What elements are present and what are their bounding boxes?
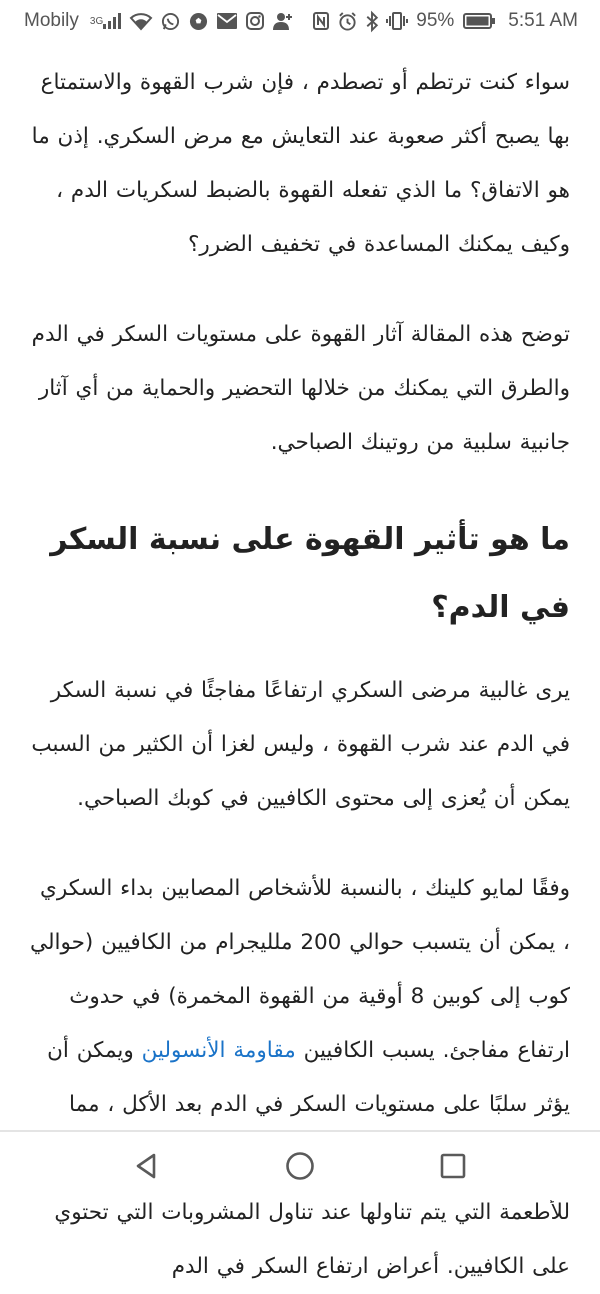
- home-icon: [284, 1150, 316, 1182]
- back-button[interactable]: [117, 1136, 177, 1196]
- soccer-icon: [189, 12, 208, 31]
- article-paragraph: توضح هذه المقالة آثار القهوة على مستويات السكر في الدم والطرق التي يمكنك من خلالها التحضير والحماية من أي آثار جانبية سلبية من روتينك الصباحي.: [31, 322, 570, 455]
- battery-percent: 95%: [416, 10, 455, 31]
- article-heading: ما هو تأثير القهوة على نسبة السكر في الدم؟: [50, 522, 570, 625]
- paragraph-text-before-link: وفقًا لمايو كلينك ، بالنسبة للأشخاص المصابين بداء السكري ، يمكن أن يتسبب حوالي 200 ملليجرام من الكافيين (حوالي كوب إلى كوبين 8 أوقية من القهوة المخمرة) في حدوث ارتفاع مفاجئ. يسبب الكافيين: [30, 876, 570, 1063]
- back-icon: [132, 1151, 162, 1181]
- bluetooth-icon: [366, 12, 378, 31]
- paragraph-text-after-link: ويمكن أن يؤثر سلبًا على مستويات السكر في الدم بعد الأكل ، مما للأطعمة التي يتم تناولها عند تناول المشروبات التي تحتوي على الكافيين. أعراض ارتفاع السكر في الدم: [47, 1038, 570, 1279]
- insulin-resistance-link[interactable]: مقاومة الأنسولين: [141, 1038, 296, 1063]
- network-type: 3G: [89, 15, 104, 27]
- article-content: [0, 56, 600, 1279]
- wifi-icon: [130, 13, 152, 30]
- article-paragraph: يرى غالبية مرضى السكري ارتفاعًا مفاجئًا في نسبة السكر في الدم عند شرب القهوة ، وليس لغزا أن الكثير من السبب يمكن أن يُعزى إلى محتوى الكافيين في كوبك الصباحي.: [31, 678, 570, 811]
- whatsapp-icon: [161, 12, 180, 31]
- status-bar-right: [313, 10, 578, 32]
- carrier-name: Mobily: [24, 10, 79, 31]
- article-paragraph-with-link: [30, 862, 570, 1294]
- vibrate-icon: [387, 12, 407, 30]
- add-person-icon: [273, 12, 293, 30]
- status-bar-left: [24, 10, 293, 32]
- alarm-icon: [338, 12, 357, 31]
- status-bar: [0, 0, 600, 42]
- instagram-icon: [246, 12, 264, 30]
- home-button[interactable]: [270, 1136, 330, 1196]
- navigation-bar: [0, 1132, 600, 1200]
- recents-button[interactable]: [423, 1136, 483, 1196]
- article-paragraph: سواء كنت ترتطم أو تصطدم ، فإن شرب القهوة والاستمتاع بها يصبح أكثر صعوبة عند التعايش مع مرض السكري. إذن ما هو الاتفاق؟ ما الذي تفعله القهوة بالضبط لسكريات الدم ، وكيف يمكنك المساعدة في تخفيف الضرر؟: [31, 70, 570, 257]
- clock: 5:51 AM: [508, 10, 578, 31]
- nfc-icon: [313, 12, 329, 30]
- battery-icon: [463, 13, 495, 29]
- recents-icon: [439, 1152, 467, 1180]
- signal-icon: [88, 13, 121, 29]
- mail-icon: [217, 13, 237, 29]
